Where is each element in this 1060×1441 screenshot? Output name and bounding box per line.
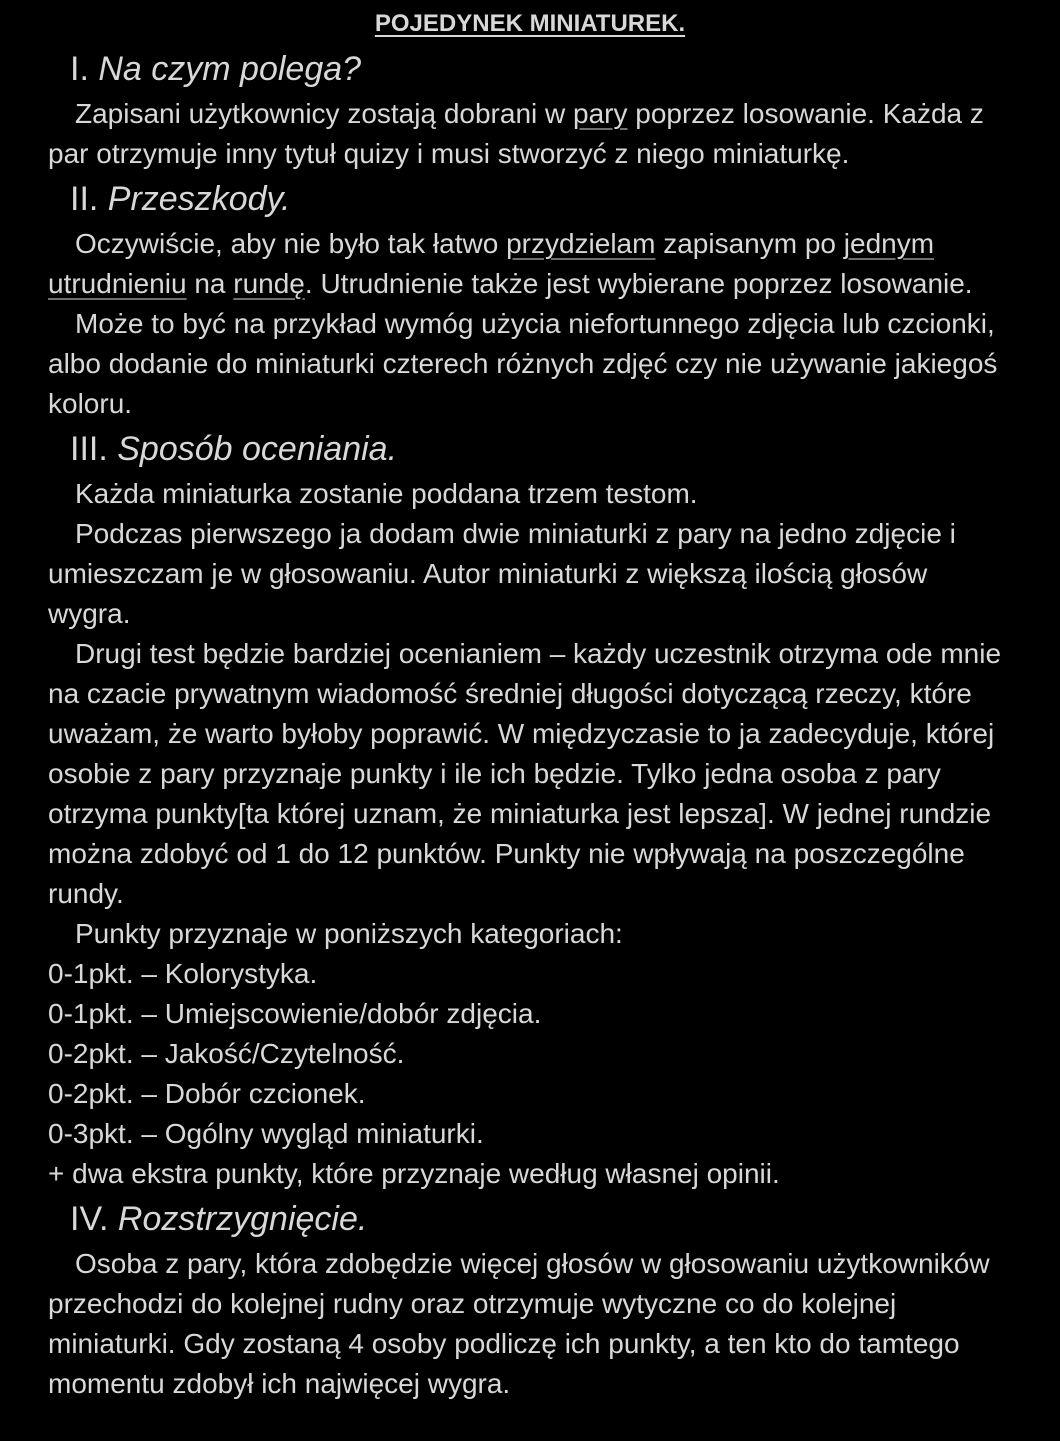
text-segment: Punkty przyznaje w poniższych kategoriach: [75,918,623,949]
points-list-item: 0-3pkt. – Ogólny wygląd miniaturki. [48,1118,484,1149]
paragraph [48,304,1012,424]
heading-spacer [108,1200,117,1238]
misspelled-word: przydzielam [506,228,656,259]
misspelled-word: rundę [233,268,305,299]
text-segment: Może to być na przykład wymóg użycia niefortunnego zdjęcia lub czcionki, albo dodanie do miniaturki czterech różnych zdjęć czy nie używanie jakiegoś koloru. [48,308,998,419]
points-list-item: 0-2pkt. – Jakość/Czytelność. [48,1038,405,1069]
text-segment: Zapisani użytkownicy zostają dobrani w [75,98,574,129]
text-segment: poprzez losowanie. Każda z par otrzymuje inny tytuł quizy i musi stworzyć z niego miniaturkę. [48,98,984,169]
heading-spacer [108,430,117,468]
text-segment: Podczas pierwszego ja dodam dwie miniaturki z pary na jedno zdjęcie i umieszczam je w głosowaniu. Autor miniaturki z większą ilością głosów wygra. [48,518,956,629]
text-segment: Każda miniaturka zostanie poddana trzem testom. [75,478,698,509]
section-numeral: IV. [70,1200,109,1238]
paragraph [48,224,1012,304]
points-list-item: 0-2pkt. – Dobór czcionek. [48,1078,366,1109]
text-segment: Oczywiście, aby nie było tak łatwo [75,228,507,259]
section-title: Rozstrzygnięcie. [117,1200,368,1238]
points-list-item: 0-1pkt. – Umiejscowienie/dobór zdjęcia. [48,998,542,1029]
points-list-item: + dwa ekstra punkty, które przyznaje według własnej opinii. [48,1158,780,1189]
paragraph [48,1244,1012,1404]
misspelled-word: pary [573,98,628,129]
text-segment: . Utrudnienie także jest wybierane poprzez losowanie. [304,268,973,299]
section-title: Przeszkody. [107,180,291,218]
paragraph [48,474,1012,514]
section-title: Na czym polega? [98,50,362,88]
text-segment: zapisanym po [655,228,844,259]
section-title: Sposób oceniania. [117,430,398,468]
paragraph [48,514,1012,634]
section-numeral: II. [70,180,99,218]
text-segment: Osoba z pary, która zdobędzie więcej głosów w głosowaniu użytkowników przechodzi do kolejnej rudny oraz otrzymuje wytyczne co do kolejnej miniaturki. Gdy zostaną 4 osoby podliczę ich punkty, a ten kto do tamtego momentu zdobył ich najwięcej wygra. [48,1248,990,1399]
section-numeral: I. [70,50,89,88]
section-heading-4 [48,1196,1012,1242]
text-segment: Drugi test będzie bardziej ocenianiem – każdy uczestnik otrzyma ode mnie na czacie prywatnym wiadomość średniej długości dotyczącą rzeczy, które uważam, że warto byłoby poprawić. W międzyczasie to ja zadecyduje, której osobie z pary przyznaje punkty i ile ich będzie. Tylko jedna osoba z pary otrzyma punkty[ta której uznam, że miniaturka jest lepsza]. W jednej rundzie można zdobyć od 1 do 12 punktów. Punkty nie wpływają na poszczególne rundy. [48,638,1002,909]
misspelled-word: jednym [843,228,935,259]
paragraph [48,914,1012,954]
paragraph [48,94,1012,174]
heading-spacer [89,50,98,88]
section-numeral: III. [70,430,108,468]
text-segment: na [186,268,234,299]
section-heading-2 [48,176,1012,222]
heading-spacer [98,180,107,218]
points-list-item: 0-1pkt. – Kolorystyka. [48,958,318,989]
paragraph [48,634,1012,914]
misspelled-word: utrudnieniu [48,268,187,299]
document-title: POJEDYNEK MINIATUREK. [374,10,686,37]
section-heading-1 [48,46,1012,92]
section-heading-3 [48,426,1012,472]
